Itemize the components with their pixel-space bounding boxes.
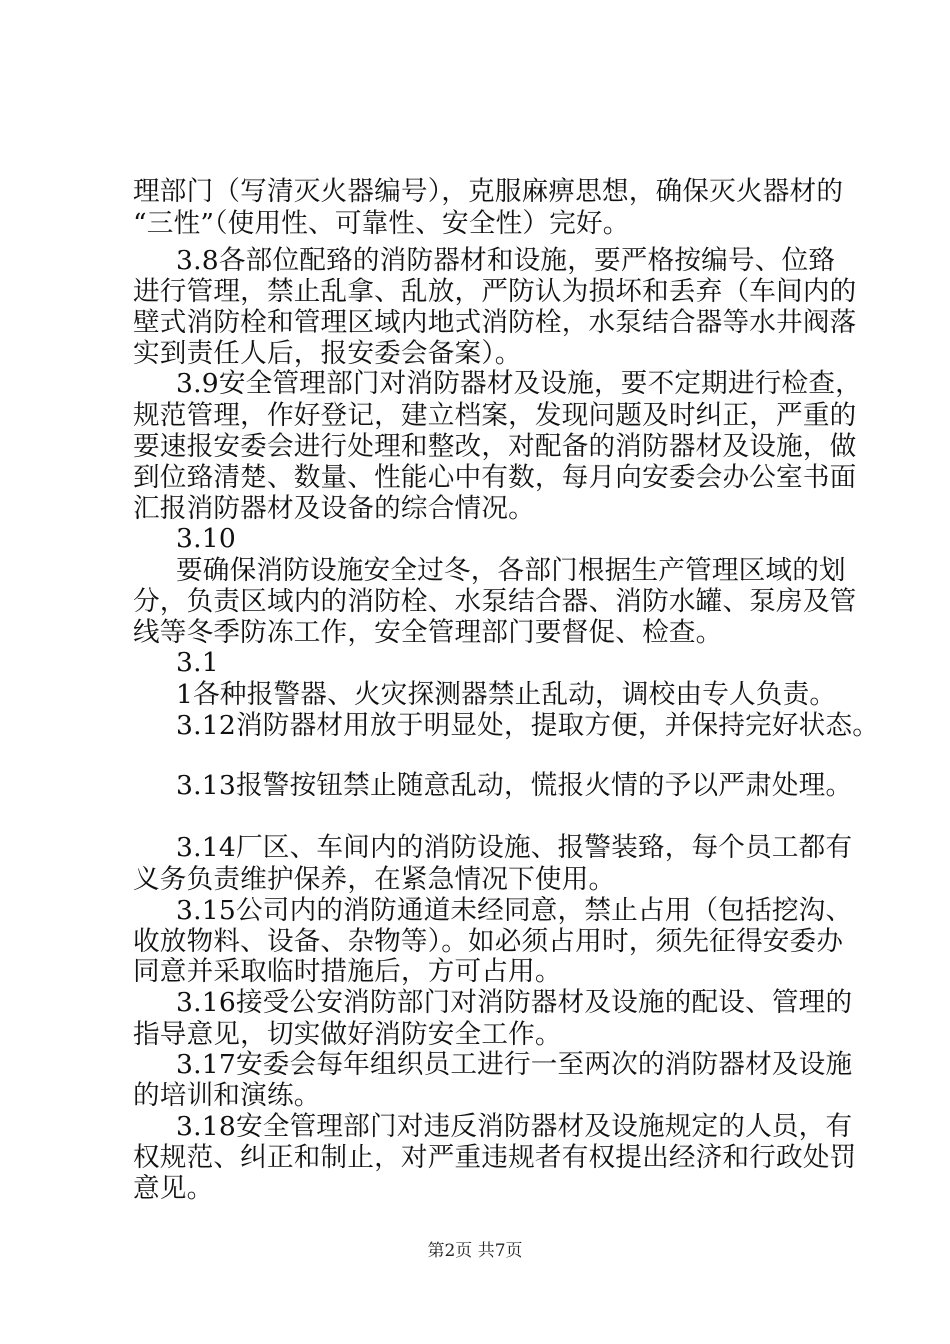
text-line: 3.9安全管理部门对消防器材及设施，要不定期进行检查， bbox=[176, 368, 862, 399]
text-line: 3.13报警按钮禁止随意乱动，慌报火情的予以严肃处理。 bbox=[176, 770, 853, 801]
text-line: 要确保消防设施安全过冬，各部门根据生产管理区域的划 bbox=[176, 555, 846, 586]
text-line: 同意并采取临时措施后，方可占用。 bbox=[133, 956, 562, 987]
text-line: 收放物料、设备、杂物等）。如必须占用时，须先征得安委办 bbox=[133, 926, 844, 957]
text-line: 3.8各部位配臵的消防器材和设施，要严格按编号、位臵 bbox=[176, 245, 836, 276]
text-line: 3.12消防器材用放于明显处，提取方便，并保持完好状态。 bbox=[176, 710, 880, 741]
text-line: 壁式消防栓和管理区域内地式消防栓，水泵结合器等水井阀落 bbox=[133, 307, 857, 338]
page-number-footer: 第2页 共7页 bbox=[427, 1241, 523, 1261]
text-line: 3.17安委会每年组织员工进行一至两次的消防器材及设施 bbox=[176, 1049, 853, 1080]
text-line: “三性”（使用性、可靠性、安全性）完好。 bbox=[133, 208, 630, 239]
text-line: 3.18安全管理部门对违反消防器材及设施规定的人员，有 bbox=[176, 1111, 853, 1142]
text-line: 3.15公司内的消防通道未经同意，禁止占用（包括挖沟、 bbox=[176, 895, 853, 926]
text-line: 义务负责维护保养，在紧急情况下使用。 bbox=[133, 864, 616, 895]
text-line: 实到责任人后，报安委会备案）。 bbox=[133, 338, 522, 369]
text-line: 规范管理，作好登记，建立档案，发现问题及时纠正，严重的 bbox=[133, 400, 857, 431]
text-line: 进行管理，禁止乱拿、乱放，严防认为损坏和丢弃（车间内的 bbox=[133, 276, 857, 307]
text-line: 1各种报警器、火灾探测器禁止乱动，调校由专人负责。 bbox=[176, 679, 837, 710]
text-line: 理部门（写清灭火器编号），克服麻痹思想，确保灭火器材的 bbox=[133, 176, 844, 207]
text-line: 分，负责区域内的消防栓、水泵结合器、消防水罐、泵房及管 bbox=[133, 586, 857, 617]
text-line: 权规范、纠正和制止，对严重违规者有权提出经济和行政处罚 bbox=[133, 1142, 857, 1173]
text-line: 线等冬季防冻工作，安全管理部门要督促、检查。 bbox=[133, 617, 723, 648]
text-line: 3.16接受公安消防部门对消防器材及设施的配设、管理的 bbox=[176, 987, 853, 1018]
text-line: 3.14厂区、车间内的消防设施、报警装臵，每个员工都有 bbox=[176, 832, 853, 863]
text-line: 指导意见，切实做好消防安全工作。 bbox=[133, 1019, 562, 1050]
text-line: 到位臵清楚、数量、性能心中有数，每月向安委会办公室书面 bbox=[133, 462, 857, 493]
text-line: 3.10 bbox=[176, 523, 237, 554]
text-line: 3.1 bbox=[176, 647, 219, 678]
text-line: 要速报安委会进行处理和整改，对配备的消防器材及设施，做 bbox=[133, 431, 857, 462]
text-line: 意见。 bbox=[133, 1173, 214, 1204]
text-line: 汇报消防器材及设备的综合情况。 bbox=[133, 493, 535, 524]
text-line: 的培训和演练。 bbox=[133, 1080, 321, 1111]
